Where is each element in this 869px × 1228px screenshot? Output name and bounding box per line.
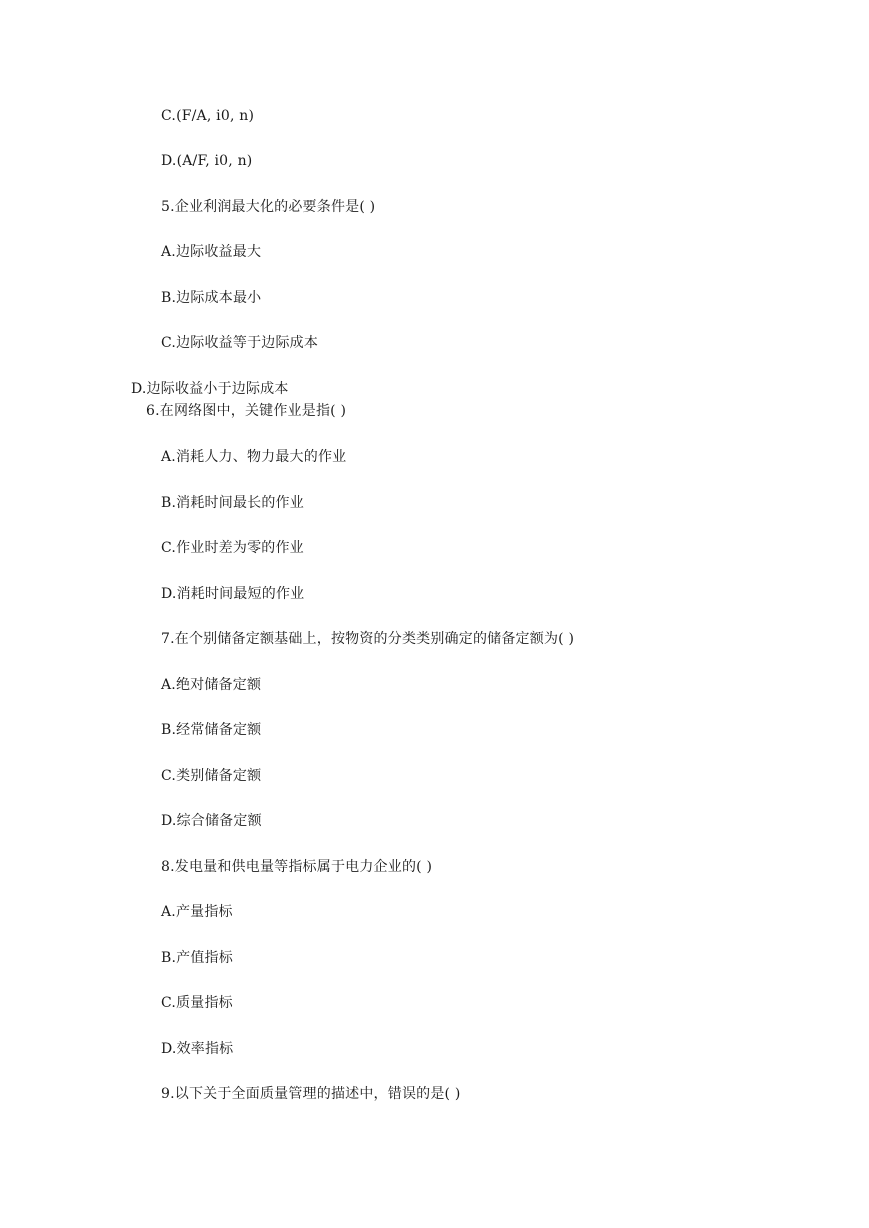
option-b-q5: B.边际成本最小 (161, 290, 262, 306)
option-a-q6: A.消耗人力、物力最大的作业 (161, 449, 347, 465)
question-9: 9.以下关于全面质量管理的描述中，错误的是( ) (161, 1086, 461, 1102)
option-b-q8: B.产值指标 (161, 950, 233, 966)
option-c-q6: C.作业时差为零的作业 (161, 540, 304, 556)
option-c-q7: C.类别储备定额 (161, 768, 262, 784)
option-d-q5: D.边际收益小于边际成本 (131, 381, 289, 397)
option-c-q5: C.边际收益等于边际成本 (161, 335, 319, 351)
option-b-q7: B.经常储备定额 (161, 722, 262, 738)
option-a-q8: A.产量指标 (161, 904, 233, 920)
option-d-q6: D.消耗时间最短的作业 (161, 586, 305, 602)
option-c-q4: C.(F/A, i0, n) (161, 108, 255, 124)
option-c-q8: C.质量指标 (161, 995, 233, 1011)
option-d-q8: D.效率指标 (161, 1041, 234, 1057)
option-d-q7: D.综合储备定额 (161, 813, 262, 829)
option-b-q6: B.消耗时间最长的作业 (161, 495, 304, 511)
question-5: 5.企业利润最大化的必要条件是( ) (161, 199, 376, 215)
question-7: 7.在个别储备定额基础上，按物资的分类类别确定的储备定额为( ) (161, 631, 575, 647)
option-a-q5: A.边际收益最大 (161, 244, 262, 260)
question-8: 8.发电量和供电量等指标属于电力企业的( ) (161, 859, 433, 875)
option-a-q7: A.绝对储备定额 (161, 677, 262, 693)
question-6: 6.在网络图中，关键作业是指( ) (146, 403, 347, 419)
option-d-q4: D.(A/F, i0, n) (161, 153, 253, 169)
